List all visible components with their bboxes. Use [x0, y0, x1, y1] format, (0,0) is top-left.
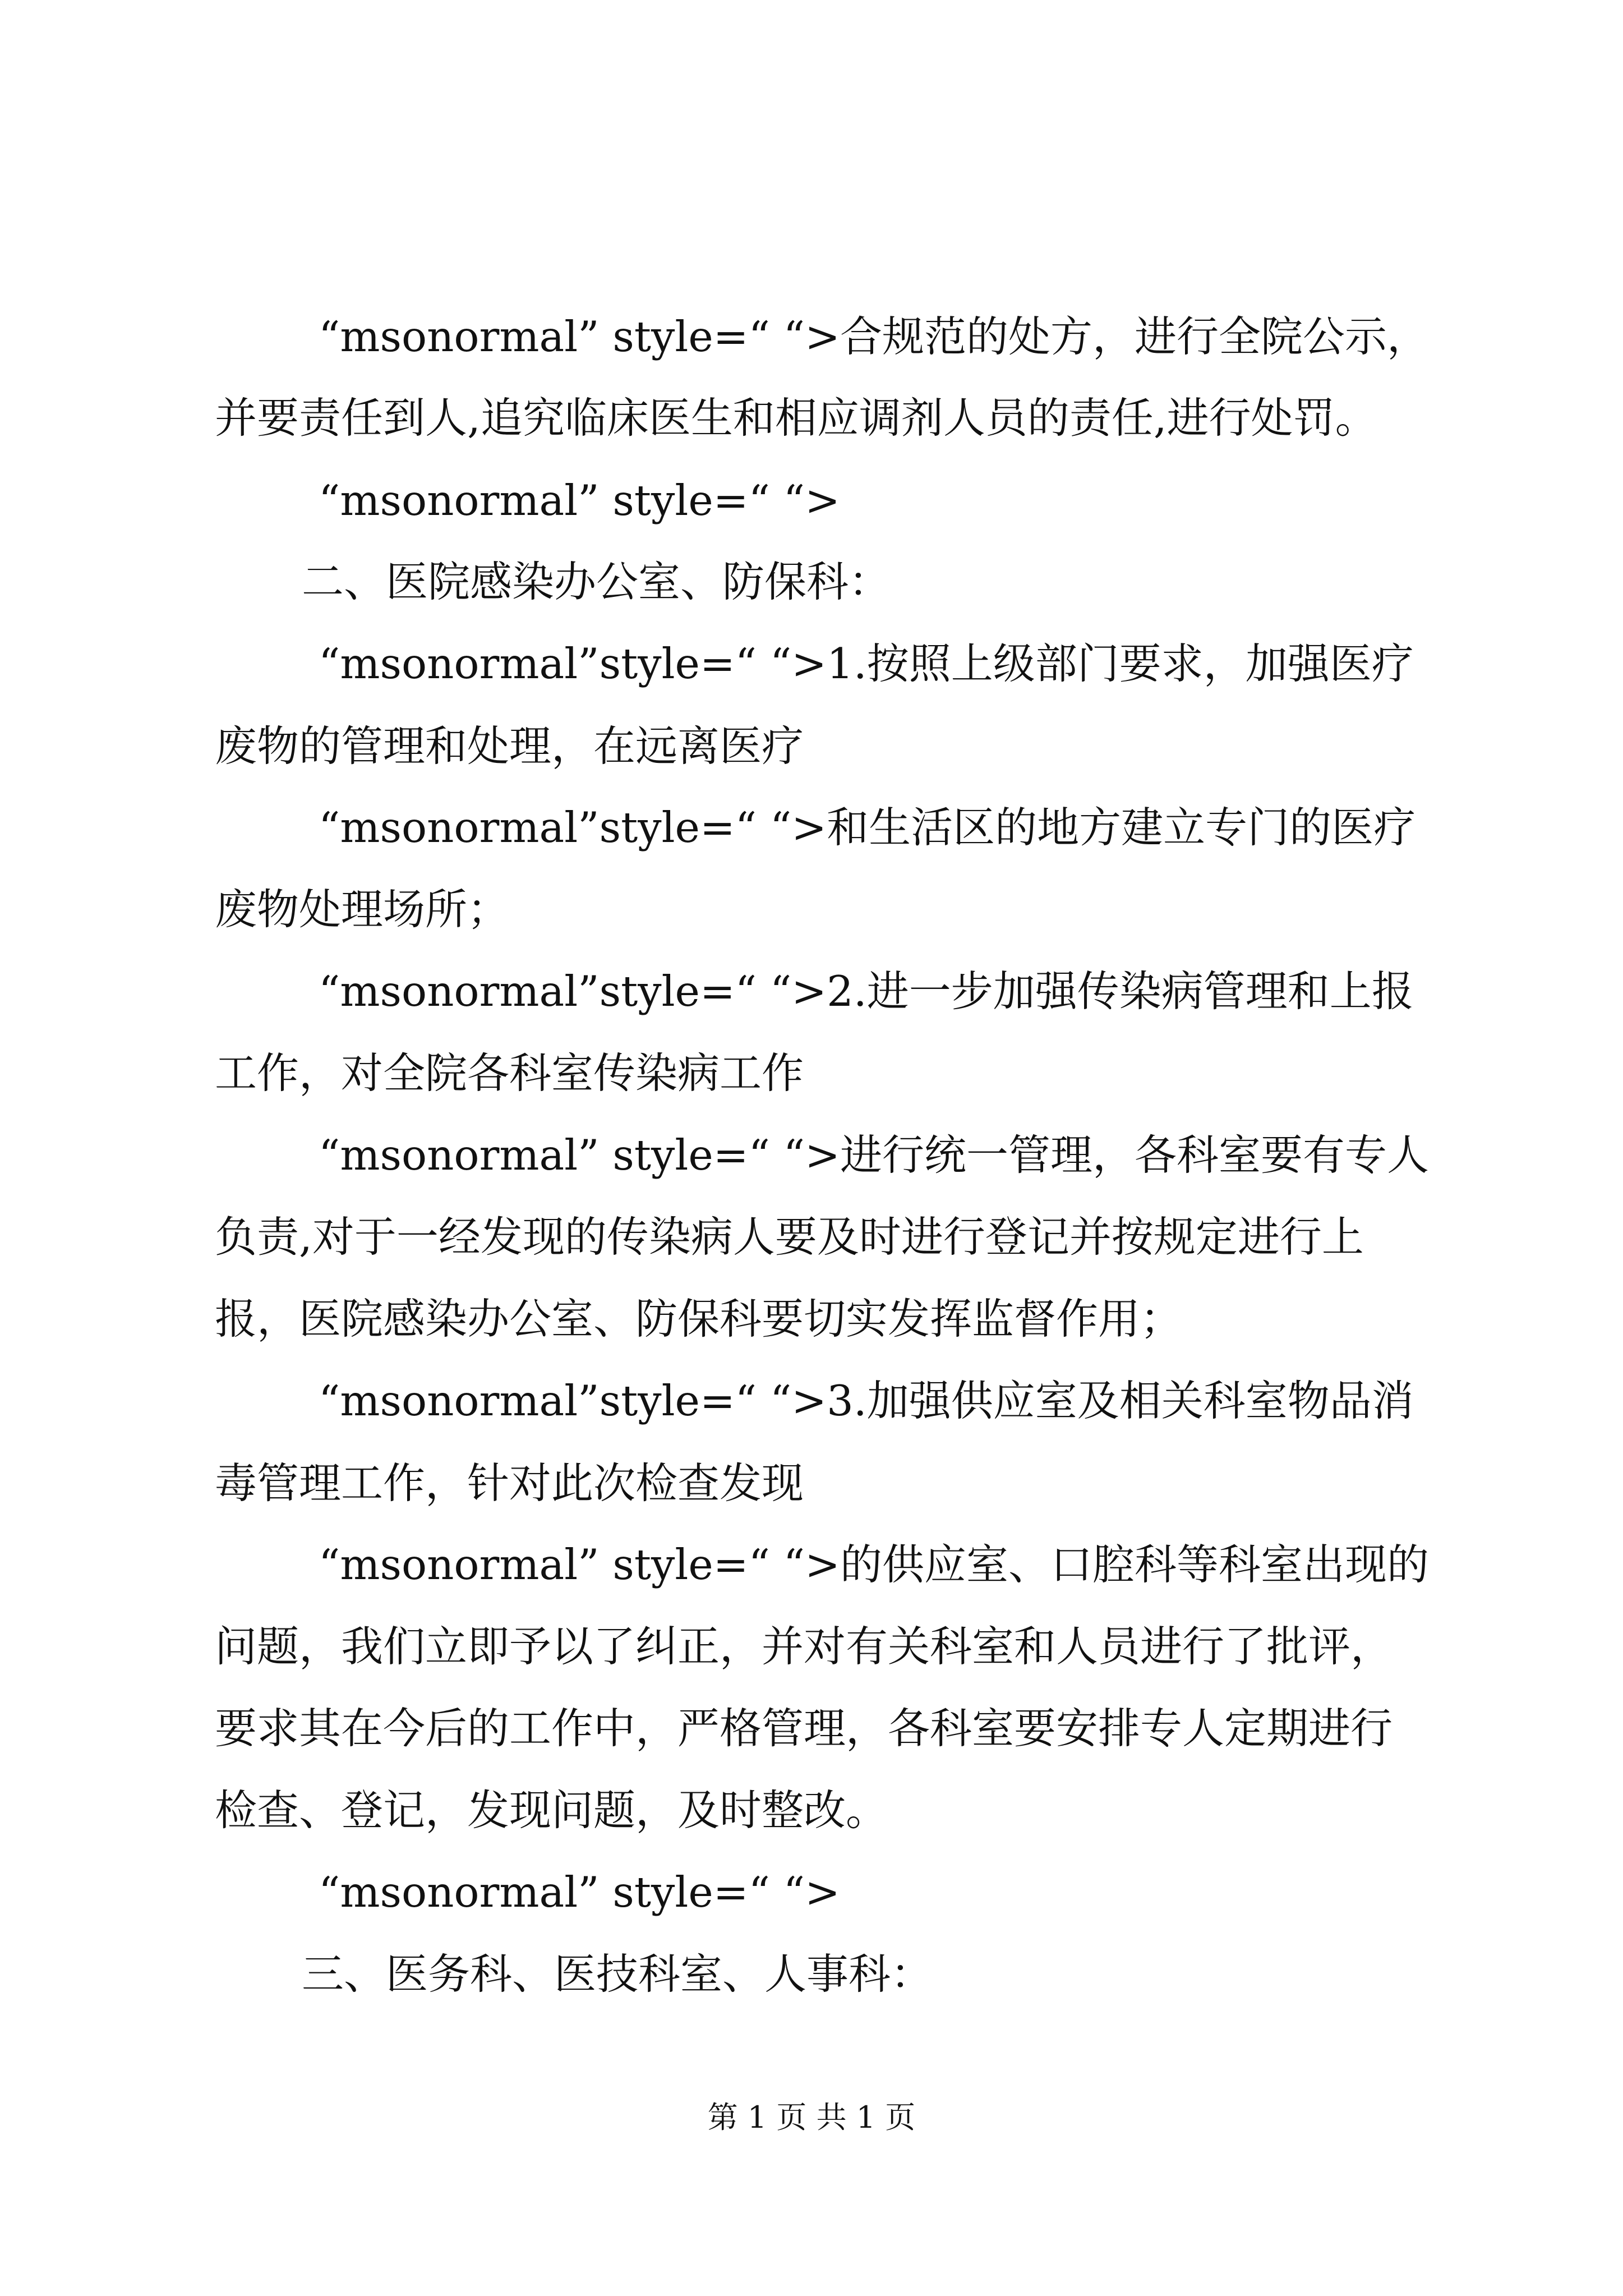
paragraph-line: 检查、登记，发现问题，及时整改。 — [215, 1786, 888, 1835]
paragraph-line: 要求其在今后的工作中，严格管理，各科室要安排专人定期进行 — [215, 1704, 1393, 1753]
paragraph-line: 并要责任到人,追究临床医生和相应调剂人员的责任,进行处罚。 — [215, 393, 1377, 443]
paragraph-line: 问题，我们立即予以了纠正，并对有关科室和人员进行了批评， — [215, 1622, 1393, 1671]
paragraph-line: “msonormal” style=“ “>合规范的处方，进行全院公示， — [319, 312, 1429, 361]
paragraph-line: “msonormal”style=“ “>3.加强供应室及相关科室物品消 — [319, 1376, 1414, 1425]
paragraph-line: 废物的管理和处理，在远离医疗 — [215, 721, 804, 771]
paragraph-line: 废物处理场所； — [215, 885, 510, 934]
paragraph-line: “msonormal”style=“ “>1.按照上级部门要求，加强医疗 — [319, 639, 1414, 688]
paragraph-line: “msonormal” style=“ “> — [319, 1867, 840, 1917]
page-footer: 第 1 页 共 1 页 — [707, 2100, 916, 2135]
paragraph-line: 工作，对全院各科室传染病工作 — [215, 1048, 804, 1098]
paragraph-line: 报，医院感染办公室、防保科要切实发挥监督作用； — [215, 1294, 1183, 1343]
paragraph-line: 毒管理工作，针对此次检查发现 — [215, 1458, 804, 1508]
paragraph-line: “msonormal” style=“ “> — [319, 476, 840, 525]
paragraph-line: 负责,对于一经发现的传染病人要及时进行登记并按规定进行上 — [215, 1212, 1364, 1262]
section-heading: 三、医务科、医技科室、人事科： — [302, 1949, 933, 1999]
section-heading: 二、医院感染办公室、防保科： — [302, 557, 891, 606]
paragraph-line: “msonormal” style=“ “>的供应室、口腔科等科室出现的 — [319, 1540, 1429, 1589]
paragraph-line: “msonormal”style=“ “>2.进一步加强传染病管理和上报 — [319, 967, 1414, 1016]
paragraph-line: “msonormal”style=“ “>和生活区的地方建立专门的医疗 — [319, 803, 1416, 852]
paragraph-line: “msonormal” style=“ “>进行统一管理，各科室要有专人 — [319, 1130, 1429, 1180]
